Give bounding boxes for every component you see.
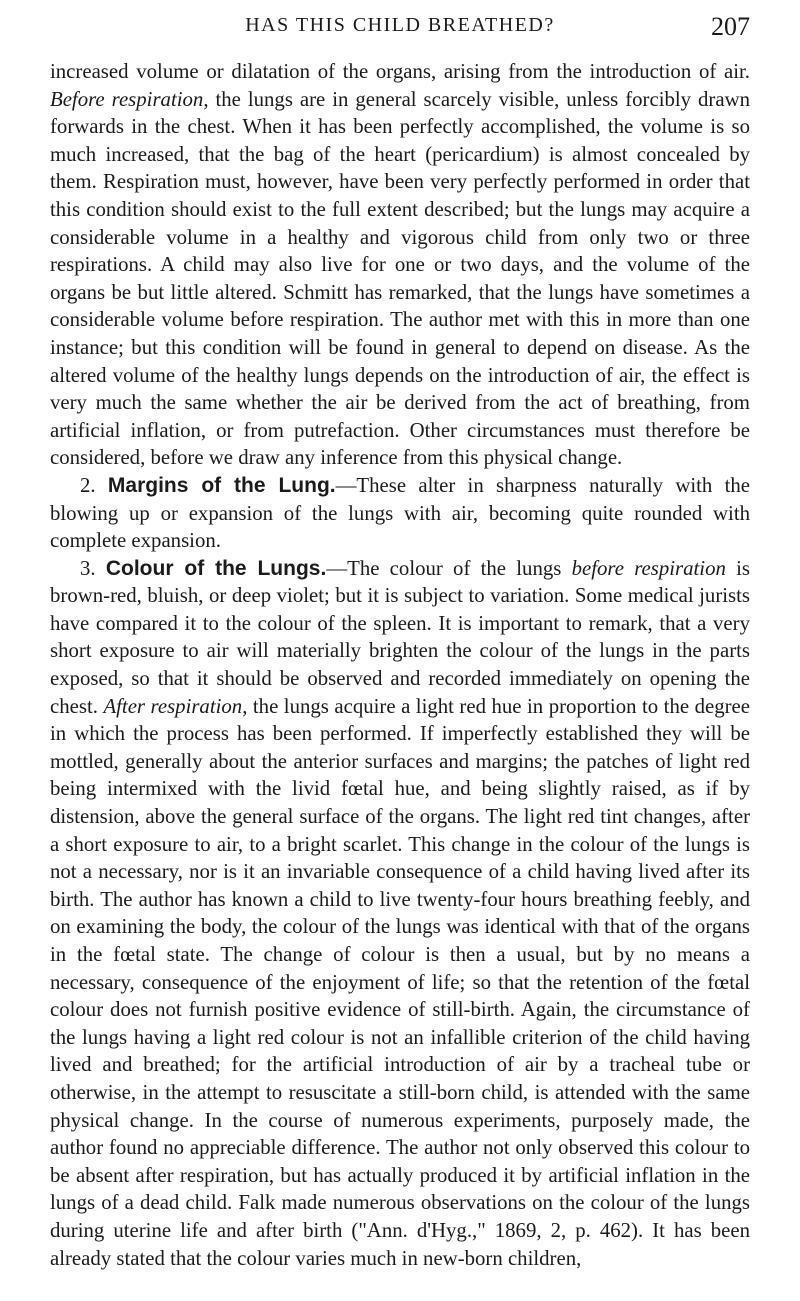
running-title: HAS THIS CHILD BREATHED? <box>245 14 555 36</box>
paragraph-margins-of-lung <box>50 472 750 555</box>
paragraph-volume <box>50 58 750 472</box>
em-dash: — <box>326 556 348 580</box>
text-run: The colour of the lungs <box>347 556 572 580</box>
paragraph-colour-of-lungs <box>50 555 750 1272</box>
section-heading: Colour of the Lungs. <box>105 556 327 580</box>
text-run: increased volume or dilatation of the organs, arising from the introduction of air. <box>50 60 750 83</box>
book-page <box>50 8 750 1272</box>
text-run: , the lungs are in general scarcely visible, unless forcibly drawn forwards in the chest. When it has been perfectly accomplished, the volume is so much increased, that the bag of the heart (pericardium) is almost concealed by them. Respiration must, however, have been very perfectly performed in order that this condition should exist to the full extent described; but the lungs may acquire a considerable volume in a healthy and vigorous child from only two or three respirations. A child may also live for one or two days, and the volume of the organs be but little altered. Schmitt has remarked, that the lungs have sometimes a considerable volume before respiration. The author met with this in more than one instance; but this condition will be found in general to depend on disease. As the altered volume of the healthy lungs depends on the introduction of air, the effect is very much the same whether the air be derived from the act of breathing, from artificial inflation, or from putrefaction. Other circumstances must therefore be considered, before we draw any inference from this physical change. <box>50 87 751 470</box>
italic-phrase: before respiration <box>571 556 726 580</box>
body-text <box>50 58 750 1272</box>
text-run: , the lungs acquire a light red hue in proportion to the degree in which the process has been performed. If imperfectly established they will be mottled, generally about the anterior surfaces and margins; the patches of light red being intermixed with the livid fœtal hue, and being slightly raised, as if by distension, above the general surface of the organs. The light red tint changes, after a short exposure to air, to a bright scarlet. This change in the colour of the lungs is not a necessary, nor is it an invariable consequence of a child having lived after its birth. The author has known a child to live twenty-four hours breathing feebly, and on examining the body, the colour of the lungs was identical with that of the organs in the fœtal state. The change of colour is then a usual, but by no means a necessary, consequence of the enjoyment of life; so that the retention of the fœtal colour does not furnish positive evidence of still-birth. Again, the circumstance of the lungs having a light red colour is not an infallible criterion of the child having lived and breathed; for the artificial introduction of air by a tracheal tube or otherwise, in the attempt to resuscitate a still-born child, is attended with the same physical change. In the course of numerous experiments, purposely made, the author found no appreciable difference. The author not only observed this colour to be absent after respiration, but has actually produced it by artificial inflation in the lungs of a dead child. Falk made numerous observations on the colour of the lungs during uterine life and after birth ("Ann. d'Hyg.," 1869, 2, p. 462). It has been already stated that the colour varies much in new-born children, <box>50 694 750 1270</box>
page-number: 207 <box>711 12 750 41</box>
section-heading: Margins of the Lung. <box>107 473 336 497</box>
text-run: These alter in sharpness naturally with the blowing up or expansion of the lungs with air, becoming quite rounded with complete expansion. <box>50 473 750 553</box>
section-number: 2. <box>80 473 96 497</box>
text-run: is brown-red, bluish, or deep violet; but it is subject to variation. Some medical jurists have compared it to the colour of the spleen. It is important to remark, that a very short exposure to air will materially brighten the colour of the lungs in the parts exposed, so that it should be observed and recorded immediately on opening the chest. <box>50 556 750 718</box>
italic-phrase: Before respiration <box>50 87 204 111</box>
italic-phrase: After respiration <box>103 694 243 718</box>
section-number: 3. <box>80 556 96 580</box>
em-dash: — <box>335 473 357 497</box>
running-head <box>50 8 750 58</box>
